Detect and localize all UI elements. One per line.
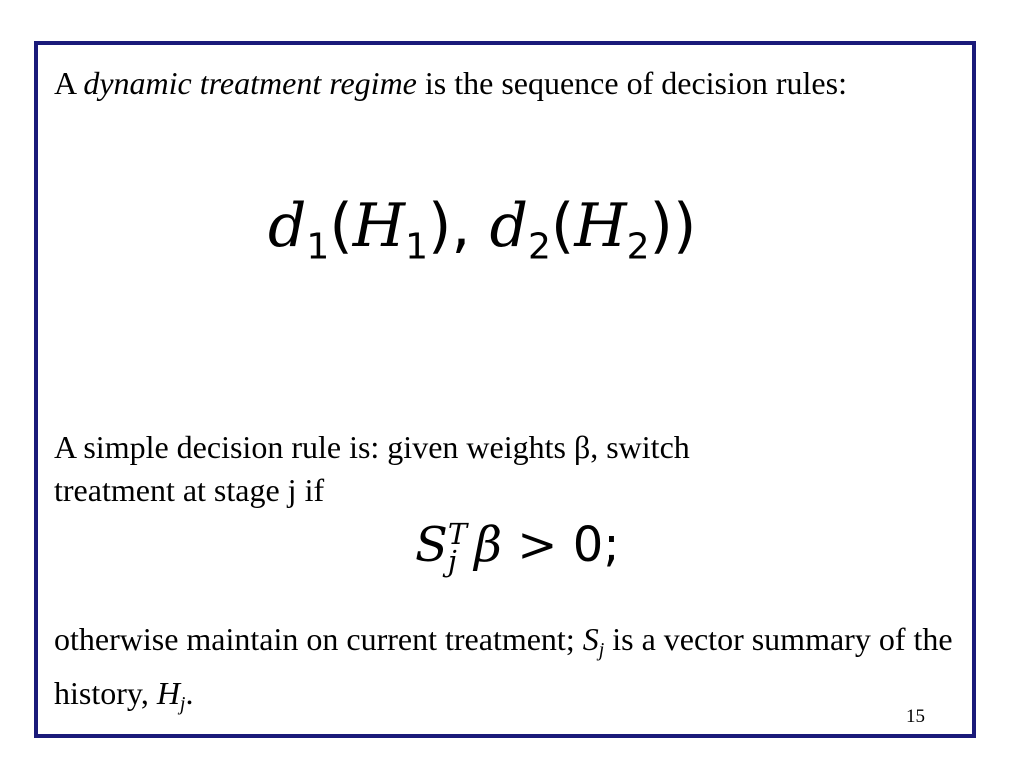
decision-rule-line-1: A simple decision rule is: given weights β, switch — [54, 429, 690, 465]
sentence-end: . — [185, 674, 194, 711]
close-paren-1: ) — [427, 191, 452, 261]
open-paren-1: ( — [329, 191, 353, 261]
s-script-stack — [447, 513, 474, 578]
s-vector-symbol: S — [582, 621, 599, 657]
d1-symbol: d — [268, 191, 307, 261]
decision-rules-equation — [268, 186, 696, 288]
switch-condition-equation — [415, 510, 619, 580]
otherwise-text-2: is a vector summary of the history, — [54, 621, 953, 711]
h1-symbol: H — [352, 191, 406, 261]
zero-value: 0 — [572, 517, 604, 573]
semicolon: ; — [603, 517, 620, 573]
emphasized-term: dynamic treatment regime — [83, 65, 417, 101]
j-subscript: j — [447, 543, 457, 578]
greater-than-symbol: > — [502, 517, 573, 573]
d2-subscript: 2 — [527, 226, 551, 268]
h1-subscript: 1 — [405, 226, 428, 268]
beta-symbol: β — [474, 517, 503, 573]
transpose-superscript: T — [447, 516, 468, 551]
close-parens-2: )) — [649, 191, 697, 261]
d2-symbol: d — [489, 191, 528, 261]
s-vector-subscript: j — [598, 638, 605, 661]
comma-separator: , — [451, 191, 471, 261]
history-subscript: j — [179, 692, 186, 715]
page-number: 15 — [906, 706, 925, 727]
otherwise-text-1: otherwise maintain on current treatment; — [54, 621, 583, 657]
open-paren-2: ( — [550, 191, 575, 261]
h2-subscript: 2 — [626, 226, 650, 268]
h2-symbol: H — [574, 191, 627, 261]
decision-rule-paragraph — [54, 426, 954, 512]
definition-paragraph — [54, 62, 954, 105]
otherwise-paragraph — [54, 618, 954, 726]
definition-prefix: A — [54, 65, 84, 101]
definition-suffix: is the sequence of decision rules: — [416, 65, 847, 101]
decision-rule-line-2: treatment at stage j if — [54, 472, 325, 508]
d1-subscript: 1 — [306, 226, 330, 268]
history-symbol: H — [156, 674, 180, 711]
s-symbol: S — [415, 517, 448, 573]
